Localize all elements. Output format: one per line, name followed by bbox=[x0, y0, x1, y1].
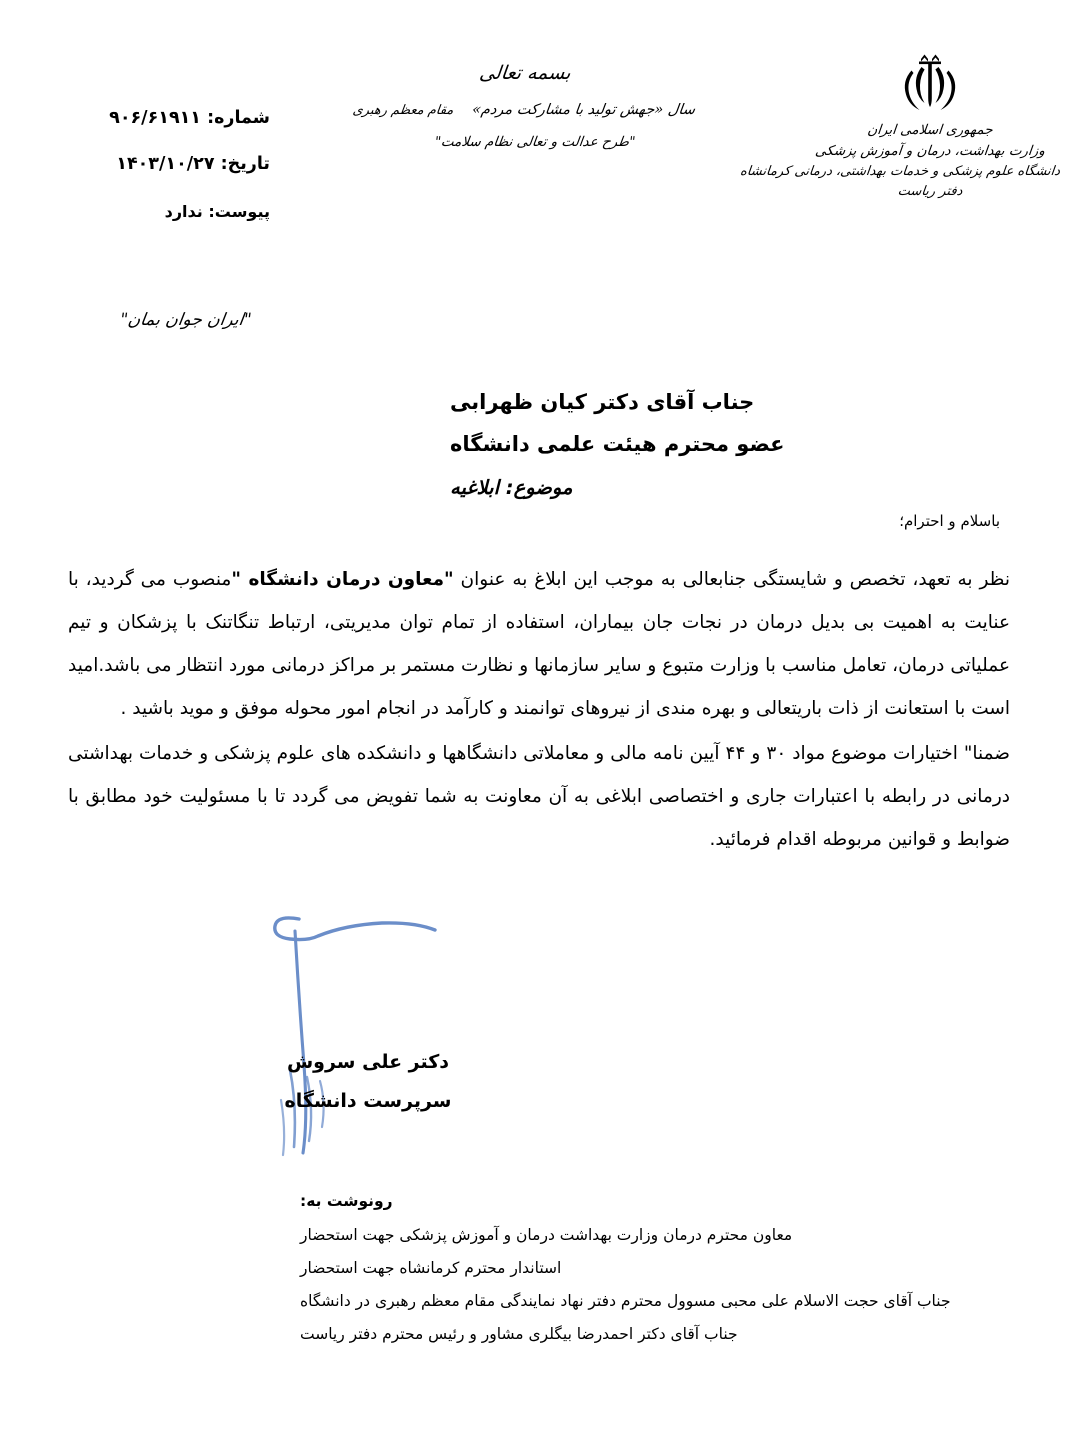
body-p1-part2: منصوب می گردید، با عنایت به اهمیت بی بدیل درمان در نجات جان بیماران، استفاده از تمام توان مدیریتی، ارتباط تنگاتنک با پزشکان و تیم عملیاتی درمان، تعامل مناسب با وزارت متبوع و سایر سازمانها و نظارت مستمر بر مراکز درمانی مورد انتظار می باشد.امید است با استعانت از ذات باریتعالی و بهره مندی از نیروهای توانمند و کارآمد در انجام امور محوله موفق و موید باشید . bbox=[68, 569, 1010, 719]
plan-slogan-text: "طرح عدالت و تعالی نظام سلامت" bbox=[433, 134, 637, 150]
iran-emblem-icon bbox=[897, 52, 963, 114]
cc-title: رونوشت به: bbox=[300, 1192, 393, 1210]
signer-block bbox=[268, 1053, 468, 1111]
signer-title: سرپرست دانشگاه bbox=[284, 1090, 452, 1112]
letter-body bbox=[68, 558, 1010, 861]
org-ministry: وزارت بهداشت، درمان و آموزش پزشکی bbox=[814, 142, 1046, 159]
salutation-text: باسلام و احترام؛ bbox=[899, 512, 1000, 530]
org-university: دانشگاه علوم پزشکی و خدمات بهداشتی، درمانی کرمانشاه bbox=[739, 163, 1061, 179]
letter-number: شماره: ۹۰۶/۶۱۹۱۱ bbox=[109, 108, 270, 128]
signature-block bbox=[250, 895, 490, 1165]
body-paragraph-2: ضمنا" اختیارات موضوع مواد ۳۰ و ۴۴ آیین نامه مالی و معاملاتی دانشگاهها و دانشکده های علوم پزشکی و خدمات بهداشتی درمانی در رابطه با اعتبارات جاری و اختصاصی ابلاغی به آن معاونت به شما تفویض می گردد تا با مسئولیت خود مطابق با ضوابط و قوانین مربوطه اقدام فرمائید. bbox=[68, 743, 1010, 850]
page-motto: "ایران جوان بمان" bbox=[118, 310, 253, 330]
org-office: دفتر ریاست bbox=[896, 183, 964, 199]
year-slogan-row bbox=[351, 102, 696, 118]
addressee-title: عضو محترم هیئت علمی دانشگاه bbox=[450, 432, 785, 456]
basmala-text: بسمه تعالی bbox=[478, 62, 572, 84]
year-slogan-text: سال «جهش تولید با مشارکت مردم» bbox=[471, 102, 696, 118]
letter-subject: موضوع: ابلاغیه bbox=[450, 476, 573, 499]
cc-block bbox=[300, 1192, 1000, 1358]
letterhead-organization-block bbox=[739, 52, 1061, 202]
signer-name: دکتر علی سروش bbox=[286, 1051, 450, 1073]
cc-item: استاندار محترم کرمانشاه جهت استحضار bbox=[300, 1259, 562, 1277]
header-center-block bbox=[351, 62, 696, 150]
leader-credit-text: مقام معظم رهبری bbox=[351, 103, 455, 118]
body-p1-part1: نظر به تعهد، تخصص و شایستگی جنابعالی به موجب این ابلاغ به عنوان bbox=[453, 569, 1010, 590]
cc-item: معاون محترم درمان وزارت بهداشت درمان و آموزش پزشکی جهت استحضار bbox=[300, 1226, 793, 1244]
letter-date: تاریخ: ۱۴۰۳/۱۰/۲۷ bbox=[116, 154, 270, 174]
addressee-name: جناب آقای دکتر کیان ظهرابی bbox=[450, 390, 755, 414]
org-country: جمهوری اسلامی ایران bbox=[866, 122, 994, 138]
addressee-block bbox=[450, 392, 1010, 499]
letter-attachment: پیوست: ندارد bbox=[164, 202, 270, 221]
handwritten-signature bbox=[250, 895, 490, 1165]
header-meta-block bbox=[0, 108, 270, 221]
body-p1-appointment-title: "معاون درمان دانشگاه " bbox=[231, 569, 454, 590]
cc-item: جناب آقای دکتر احمدرضا بیگلری مشاور و رئیس محترم دفتر ریاست bbox=[300, 1325, 738, 1343]
body-paragraph-1 bbox=[68, 558, 1010, 730]
cc-item: جناب آقای حجت الاسلام علی محبی مسوول محترم دفتر نهاد نمایندگی مقام معظم رهبری در دانشگاه bbox=[300, 1292, 951, 1310]
